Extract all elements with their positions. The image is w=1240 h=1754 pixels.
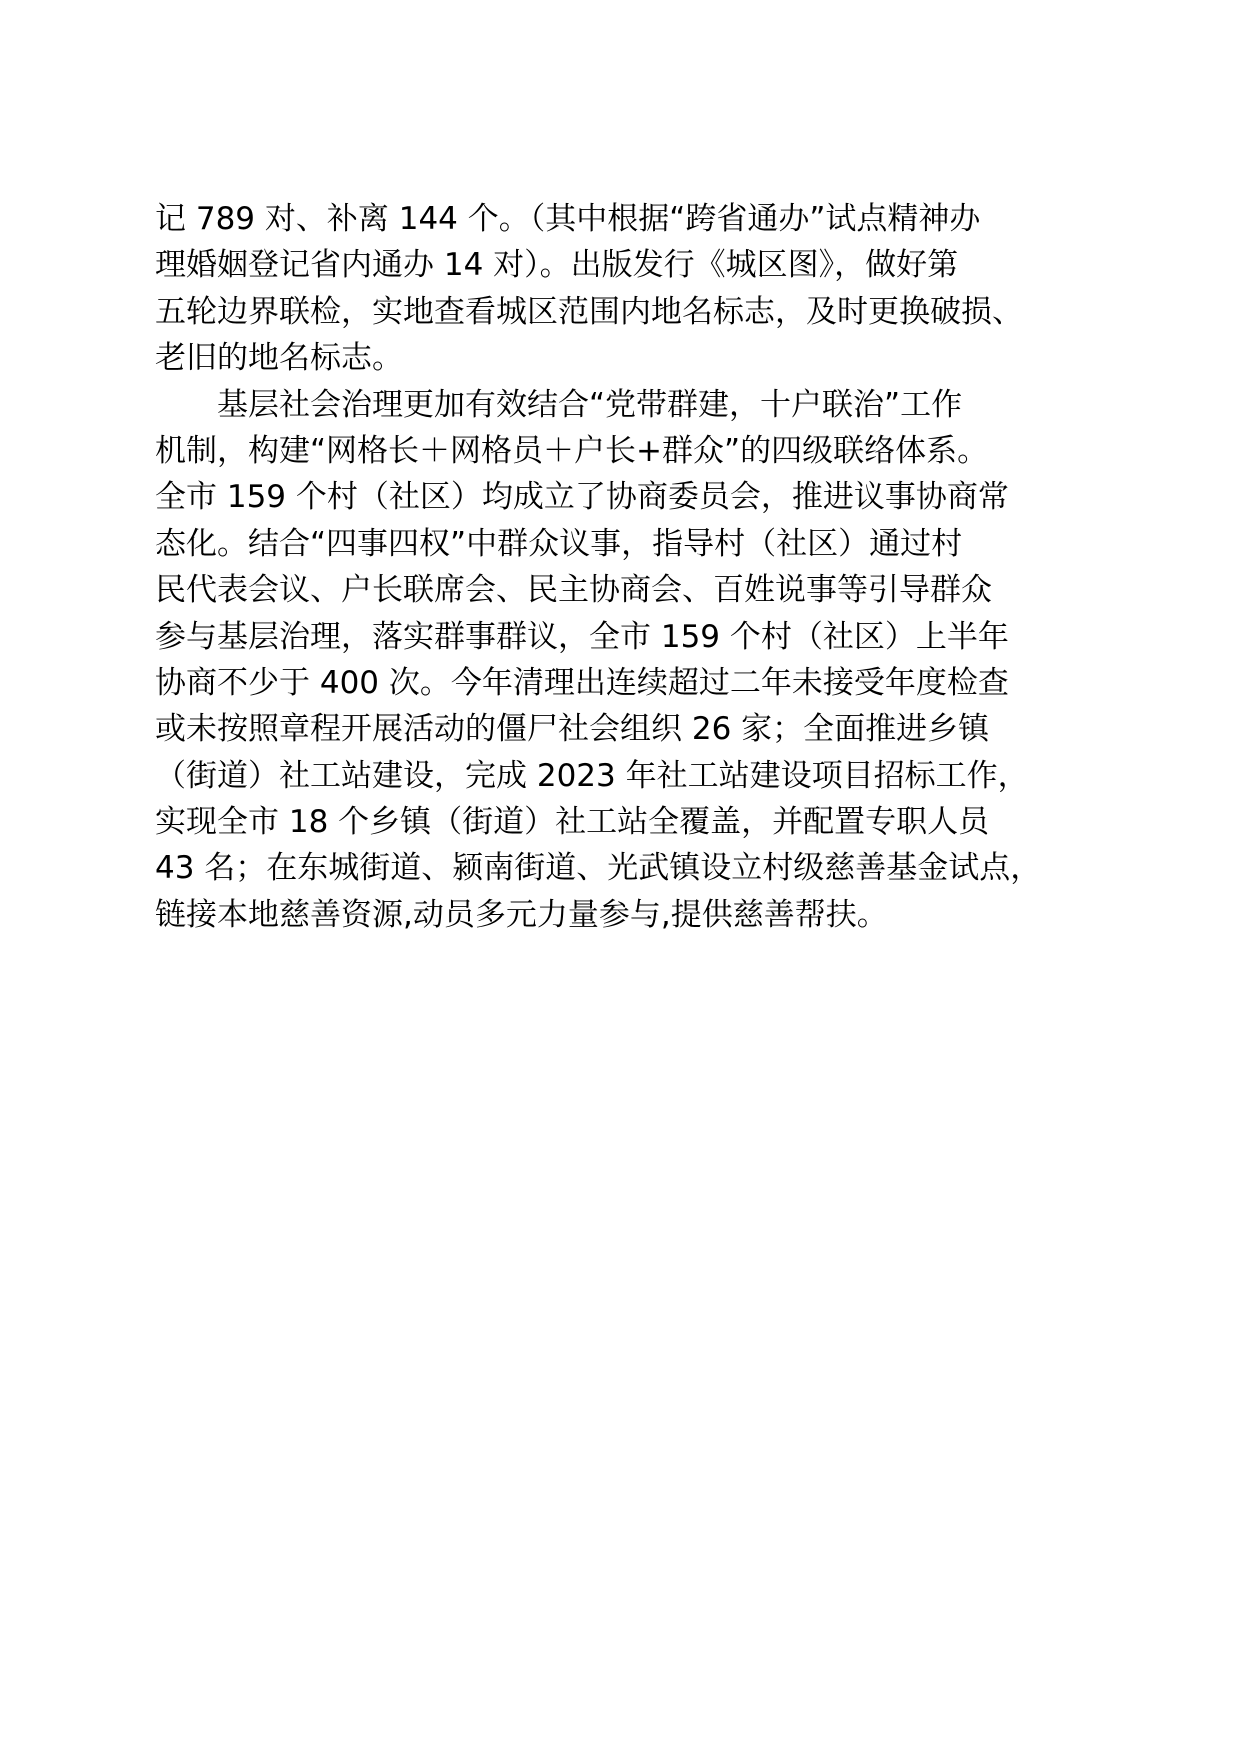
text-line: 记 789 对、补离 144 个。（其中根据“跨省通办”试点精神办 bbox=[155, 201, 981, 237]
text-line: （街道）社工站建设，完成 2023 年社工站建设项目招标工作， bbox=[155, 757, 1029, 794]
text-line: 参与基层治理，落实群事群议，全市 159 个村（社区）上半年 bbox=[155, 618, 1009, 655]
text-line: 实现全市 18 个乡镇（街道）社工站全覆盖，并配置专职人员 bbox=[155, 804, 990, 841]
text-line: 理婚姻登记省内通办 14 对）。出版发行《城区图》，做好第 bbox=[155, 247, 959, 284]
text-line: 全市 159 个村（社区）均成立了协商委员会，推进议事协商常 bbox=[155, 479, 1009, 516]
text-line: 五轮边界联检，实地查看城区范围内地名标志，及时更换破损、 bbox=[155, 293, 1023, 330]
text-line: 态化。结合“四事四权”中群众议事，指导村（社区）通过村 bbox=[155, 525, 963, 562]
text-line: 民代表会议、户长联席会、民主协商会、百姓说事等引导群众 bbox=[155, 572, 992, 609]
text-line: 老旧的地名标志。 bbox=[155, 340, 403, 377]
text-line: 或未按照章程开展活动的僵尸社会组织 26 家；全面推进乡镇 bbox=[155, 711, 990, 748]
paragraph-1 bbox=[155, 196, 1105, 382]
text-line: 基层社会治理更加有效结合“党带群建，十户联治”工作 bbox=[217, 386, 963, 423]
text-line: 机制，构建“网格长＋网格员＋户长+群众”的四级联络体系。 bbox=[155, 432, 989, 469]
paragraph-2 bbox=[155, 382, 1105, 939]
text-line: 43 名；在东城街道、颍南街道、光武镇设立村级慈善基金试点， bbox=[155, 850, 1042, 887]
text-line: 协商不少于 400 次。今年清理出连续超过二年未接受年度检查 bbox=[155, 664, 1009, 701]
text-line: 链接本地慈善资源,动员多元力量参与,提供慈善帮扶。 bbox=[155, 896, 888, 933]
document-body bbox=[155, 196, 1105, 938]
